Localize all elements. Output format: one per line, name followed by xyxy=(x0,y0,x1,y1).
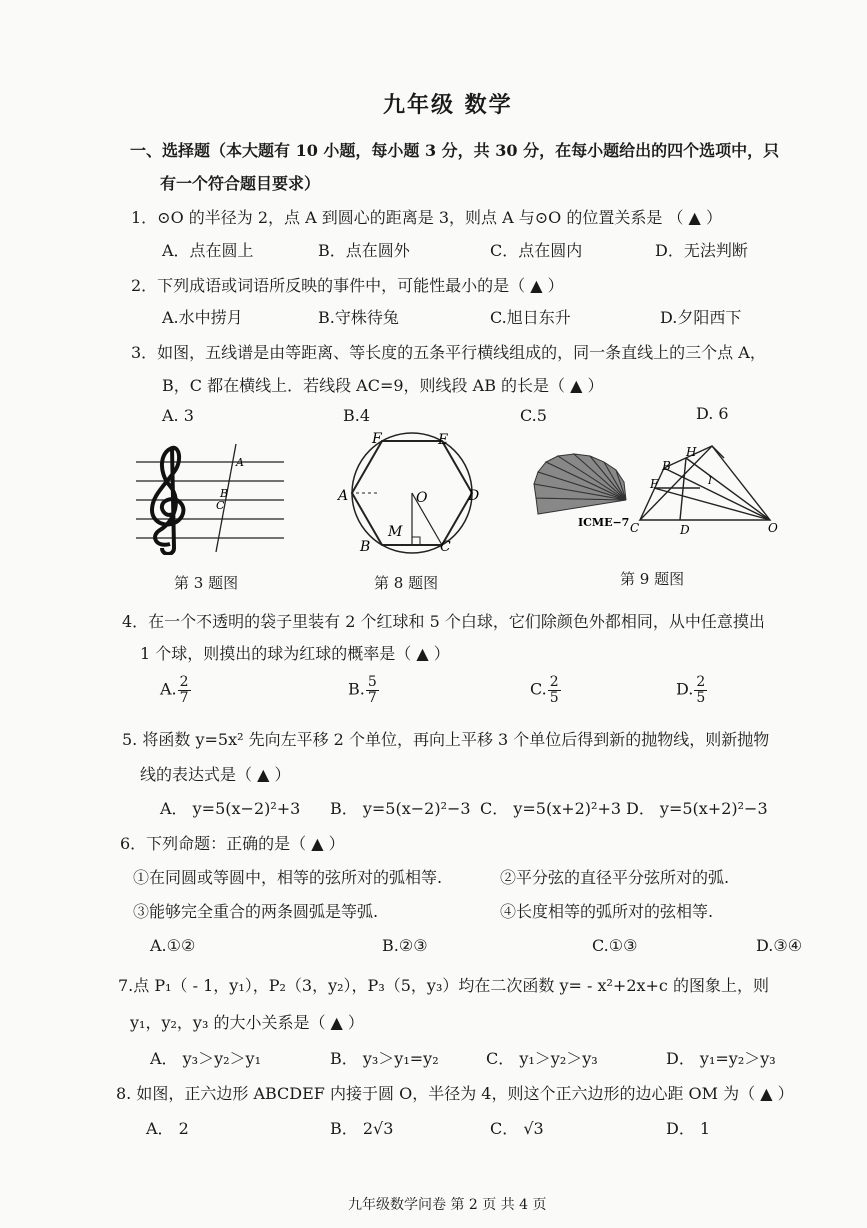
question-6-statement-3: ③能够完全重合的两条圆弧是等弧. xyxy=(133,902,379,921)
question-2-option-c: C.旭日东升 xyxy=(490,308,571,327)
question-5-option-a: A． y=5(x−2)²+3 xyxy=(160,799,301,818)
figure-8-label-a: A xyxy=(338,488,349,504)
question-7-line2: y₁，y₂，y₃ 的大小关系是（ ▲ ） xyxy=(130,1013,364,1032)
figure-9-label-i: I xyxy=(708,476,712,487)
question-5-option-c: C． y=5(x+2)²+3 xyxy=(480,799,622,818)
question-8-option-c: C． √3 xyxy=(490,1119,544,1138)
figure-3-staff xyxy=(130,440,290,555)
question-3-line2: B，C 都在横线上．若线段 AC=9，则线段 AB 的长是（ ▲ ） xyxy=(162,376,604,395)
figure-8-label-e: E xyxy=(438,432,449,448)
figure-9-label-c: C xyxy=(630,521,640,535)
question-3-line1: 3．如图，五线谱是由等距离、等长度的五条平行横线组成的，同一条直线上的三个点 A， xyxy=(131,343,766,362)
figure-9-spiral xyxy=(530,440,800,540)
question-6-stem: 6．下列命题：正确的是（ ▲ ） xyxy=(120,834,345,853)
figure-9-label-o: O xyxy=(768,521,778,535)
question-8-option-a: A． 2 xyxy=(146,1119,189,1138)
figure-9-caption: 第 9 题图 xyxy=(620,570,685,588)
question-1-stem: 1．⊙O 的半径为 2，点 A 到圆心的距离是 3，则点 A 与⊙O 的位置关系是 （ ▲ ） xyxy=(131,208,722,227)
question-2-option-b: B.守株待兔 xyxy=(318,308,399,327)
section-heading-line2: 有一个符合题目要求） xyxy=(160,174,321,193)
figure-8-caption: 第 8 题图 xyxy=(374,574,439,592)
question-2-option-d: D.夕阳西下 xyxy=(660,308,742,327)
question-7-option-c: C． y₁＞y₂＞y₃ xyxy=(486,1049,598,1068)
question-4-option-a: A. $\frac{2}{7}$ xyxy=(160,674,189,706)
question-2-option-a: A.水中捞月 xyxy=(162,308,243,327)
question-6-statement-1: ①在同圆或等圆中，相等的弦所对的弧相等. xyxy=(133,868,443,887)
question-5-option-b: B． y=5(x−2)²−3 xyxy=(330,799,471,818)
figure-3-label-b: B xyxy=(220,487,229,500)
question-5-option-d: D． y=5(x+2)²−3 xyxy=(626,799,768,818)
figure-8-label-m: M xyxy=(388,524,403,540)
figure-9-label-d: D xyxy=(680,523,690,537)
question-3-option-b: B.4 xyxy=(343,406,371,425)
page-footer: 九年级数学问卷 第 2 页 共 4 页 xyxy=(348,1197,547,1213)
question-6-option-c: C.①③ xyxy=(592,936,638,955)
figure-8-label-o: O xyxy=(416,490,428,506)
question-6-statement-4: ④长度相等的弧所对的弦相等. xyxy=(500,902,714,921)
question-7-option-b: B． y₃＞y₁=y₂ xyxy=(330,1049,439,1068)
question-8-option-b: B． 2√3 xyxy=(330,1119,394,1138)
question-1-option-b: B．点在圆外 xyxy=(318,241,410,260)
question-4-option-d: D. $\frac{2}{5}$ xyxy=(676,674,706,706)
figure-8-label-b: B xyxy=(360,539,371,555)
figure-3-label-a: A xyxy=(236,456,244,469)
question-1-option-c: C．点在圆内 xyxy=(490,241,583,260)
question-2-stem: 2．下列成语或词语所反映的事件中，可能性最小的是（ ▲ ） xyxy=(131,276,564,295)
question-5-line1: 5. 将函数 y=5x² 先向左平移 2 个单位，再向上平移 3 个单位后得到新的抛物线，则新抛物 xyxy=(122,730,770,749)
figure-3-caption: 第 3 题图 xyxy=(174,574,239,592)
figure-9-label-f: F xyxy=(650,477,659,491)
figure-9-badge: ICME−7 xyxy=(578,516,630,529)
icme-spiral-icon xyxy=(534,454,626,514)
question-4-line2: 1 个球，则摸出的球为红球的概率是（ ▲ ） xyxy=(140,644,450,663)
figure-8-hexagon xyxy=(332,428,492,558)
question-6-statement-2: ②平分弦的直径平分弦所对的弧. xyxy=(500,868,730,887)
question-4-line1: 4．在一个不透明的袋子里装有 2 个红球和 5 个白球，它们除颜色外都相同，从中任意摸出 xyxy=(122,612,765,631)
figure-8-label-d: D xyxy=(468,488,480,504)
question-3-option-a: A. 3 xyxy=(162,406,194,425)
question-8-stem: 8. 如图，正六边形 ABCDEF 内接于圆 O，半径为 4，则这个正六边形的边心距 OM 为（ ▲ ） xyxy=(116,1084,794,1103)
question-6-option-a: A.①② xyxy=(150,936,196,955)
figure-8-label-c: C xyxy=(440,539,451,555)
question-4-option-c: C. $\frac{2}{5}$ xyxy=(530,674,559,706)
figure-9-label-b: B xyxy=(662,459,671,473)
question-8-option-d: D． 1 xyxy=(666,1119,711,1138)
question-7-option-d: D． y₁=y₂＞y₃ xyxy=(666,1049,776,1068)
question-3-option-c: C.5 xyxy=(520,406,547,425)
page-title: 九年级 数学 xyxy=(383,92,513,118)
question-7-line1: 7.点 P₁（ - 1，y₁），P₂（3，y₂），P₃（5，y₃）均在二次函数 y= - x²+2x+c 的图象上，则 xyxy=(118,976,769,995)
figure-9-label-h: H xyxy=(686,445,697,459)
question-1-option-a: A．点在圆上 xyxy=(162,241,254,260)
figure-8-label-f: F xyxy=(372,431,382,447)
question-1-option-d: D．无法判断 xyxy=(655,241,748,260)
question-6-option-d: D.③④ xyxy=(756,936,803,955)
section-heading-line1: 一、选择题（本大题有 10 小题，每小题 3 分，共 30 分，在每小题给出的四个选项中，只 xyxy=(130,141,780,160)
question-7-option-a: A． y₃＞y₂＞y₁ xyxy=(150,1049,262,1068)
question-6-option-b: B.②③ xyxy=(382,936,428,955)
figure-3-label-c: C xyxy=(216,499,225,512)
question-5-line2: 线的表达式是（ ▲ ） xyxy=(140,765,291,784)
question-4-option-b: B. $\frac{5}{7}$ xyxy=(348,674,377,706)
question-3-option-d: D. 6 xyxy=(696,404,729,423)
